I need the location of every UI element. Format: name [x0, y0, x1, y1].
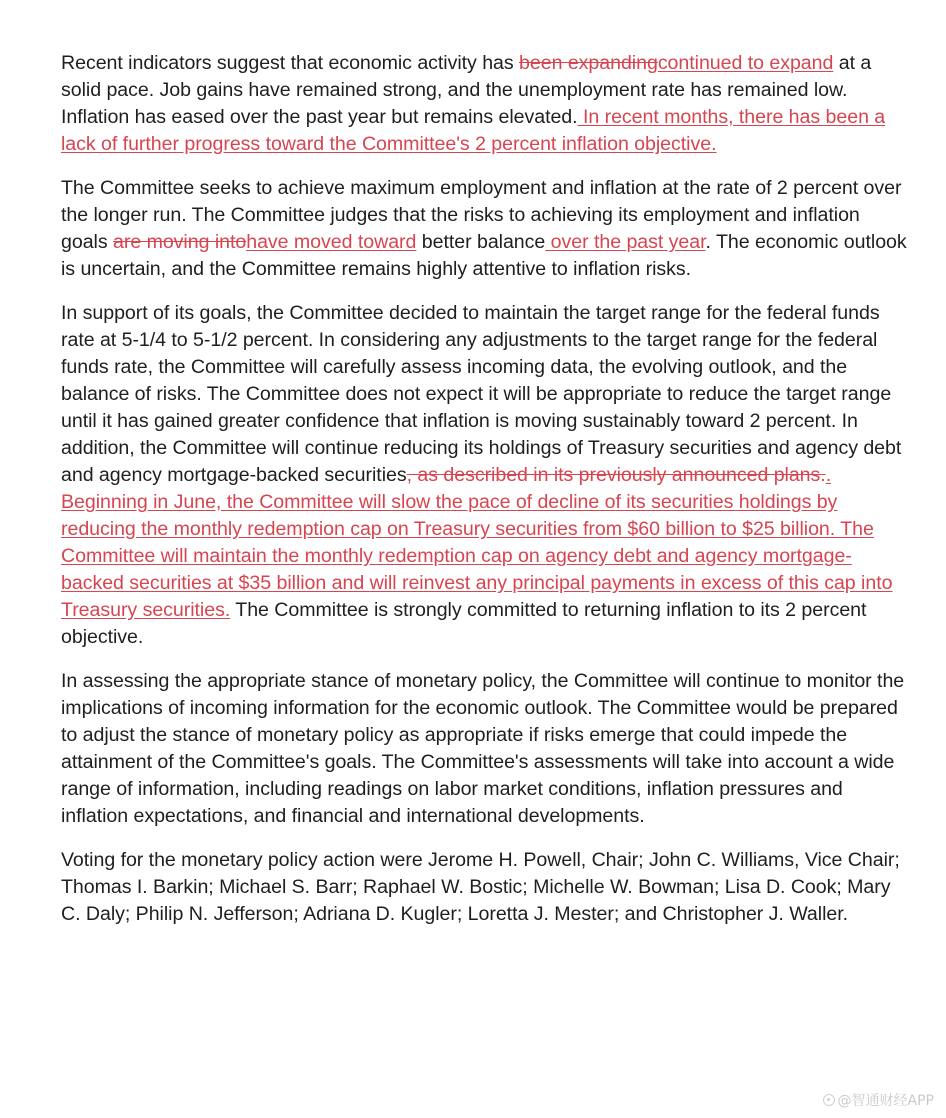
text-segment: In assessing the appropriate stance of monetary policy, the Committee will continue to monitor the implications of incoming information for the economic outlook. The Committee would be prepared to adjust the stance of monetary policy as appropriate if risks emerge that could impede the attainment of the Committee's goals. The Committee's assessments will take into account a wide range of information, including readings on labor market conditions, inflation pressures and inflation expectations, and financial and international developments.	[61, 670, 905, 827]
text-segment: better balance	[416, 231, 546, 253]
deleted-text-segment: are moving into	[113, 231, 247, 253]
paragraph-policy-stance	[61, 668, 909, 830]
inserted-text-segment: In recent months, there has been a lack of further progress toward the Committee's 2 percent inflation objective.	[61, 106, 886, 155]
statement-document	[61, 50, 909, 945]
text-segment: . The economic outlook is uncertain, and the Committee remains highly attentive to inflation risks.	[61, 231, 907, 280]
inserted-text-segment: continued to expand	[657, 52, 834, 74]
inserted-text-segment: . Beginning in June, the Committee will slow the pace of decline of its securities holdings by reducing the monthly redemption cap on Treasury securities from $60 billion to $25 billion. The Committee will maintain the monthly redemption cap on agency debt and agency mortgage-backed securities at $35 billion and will reinvest any principal payments in excess of this cap into Treasury securities.	[61, 464, 893, 621]
watermark	[823, 1090, 934, 1110]
circle-logo-icon	[823, 1094, 835, 1106]
deleted-text-segment: been expanding	[519, 52, 658, 74]
paragraph-committee-goals	[61, 175, 909, 283]
paragraph-voting	[61, 847, 909, 928]
text-segment: Voting for the monetary policy action were Jerome H. Powell, Chair; John C. Williams, Vice Chair; Thomas I. Barkin; Michael S. Barr; Raphael W. Bostic; Michelle W. Bowman; Lisa D. Cook; Mary C. Daly; Philip N. Jefferson; Adriana D. Kugler; Loretta J. Mester; and Christopher J. Waller.	[61, 849, 900, 925]
inserted-text-segment: have moved toward	[246, 231, 417, 253]
text-segment: Recent indicators suggest that economic activity has	[61, 52, 520, 74]
inserted-text-segment: over the past year	[545, 231, 706, 253]
text-segment: The Committee seeks to achieve maximum employment and inflation at the rate of 2 percent over the longer run. The Committee judges that the risks to achieving its employment and inflation goals	[61, 177, 902, 253]
text-segment: at a solid pace. Job gains have remained strong, and the unemployment rate has remained low. Inflation has eased over the past year but remains elevated.	[61, 52, 872, 128]
watermark-text: @智通财经APP	[837, 1093, 934, 1109]
text-segment: The Committee is strongly committed to returning inflation to its 2 percent objective.	[61, 599, 867, 648]
text-segment: In support of its goals, the Committee decided to maintain the target range for the federal funds rate at 5-1/4 to 5-1/2 percent. In considering any adjustments to the target range for the federal funds rate, the Committee will carefully assess incoming data, the evolving outlook, and the balance of risks. The Committee does not expect it will be appropriate to reduce the target range until it has gained greater confidence that inflation is moving sustainably toward 2 percent. In addition, the Committee will continue reducing its holdings of Treasury securities and agency debt and agency mortgage-backed securities	[61, 302, 902, 486]
paragraph-economic-activity	[61, 50, 909, 158]
paragraph-policy-decision	[61, 300, 909, 651]
deleted-text-segment: , as described in its previously announced plans.	[406, 464, 826, 486]
